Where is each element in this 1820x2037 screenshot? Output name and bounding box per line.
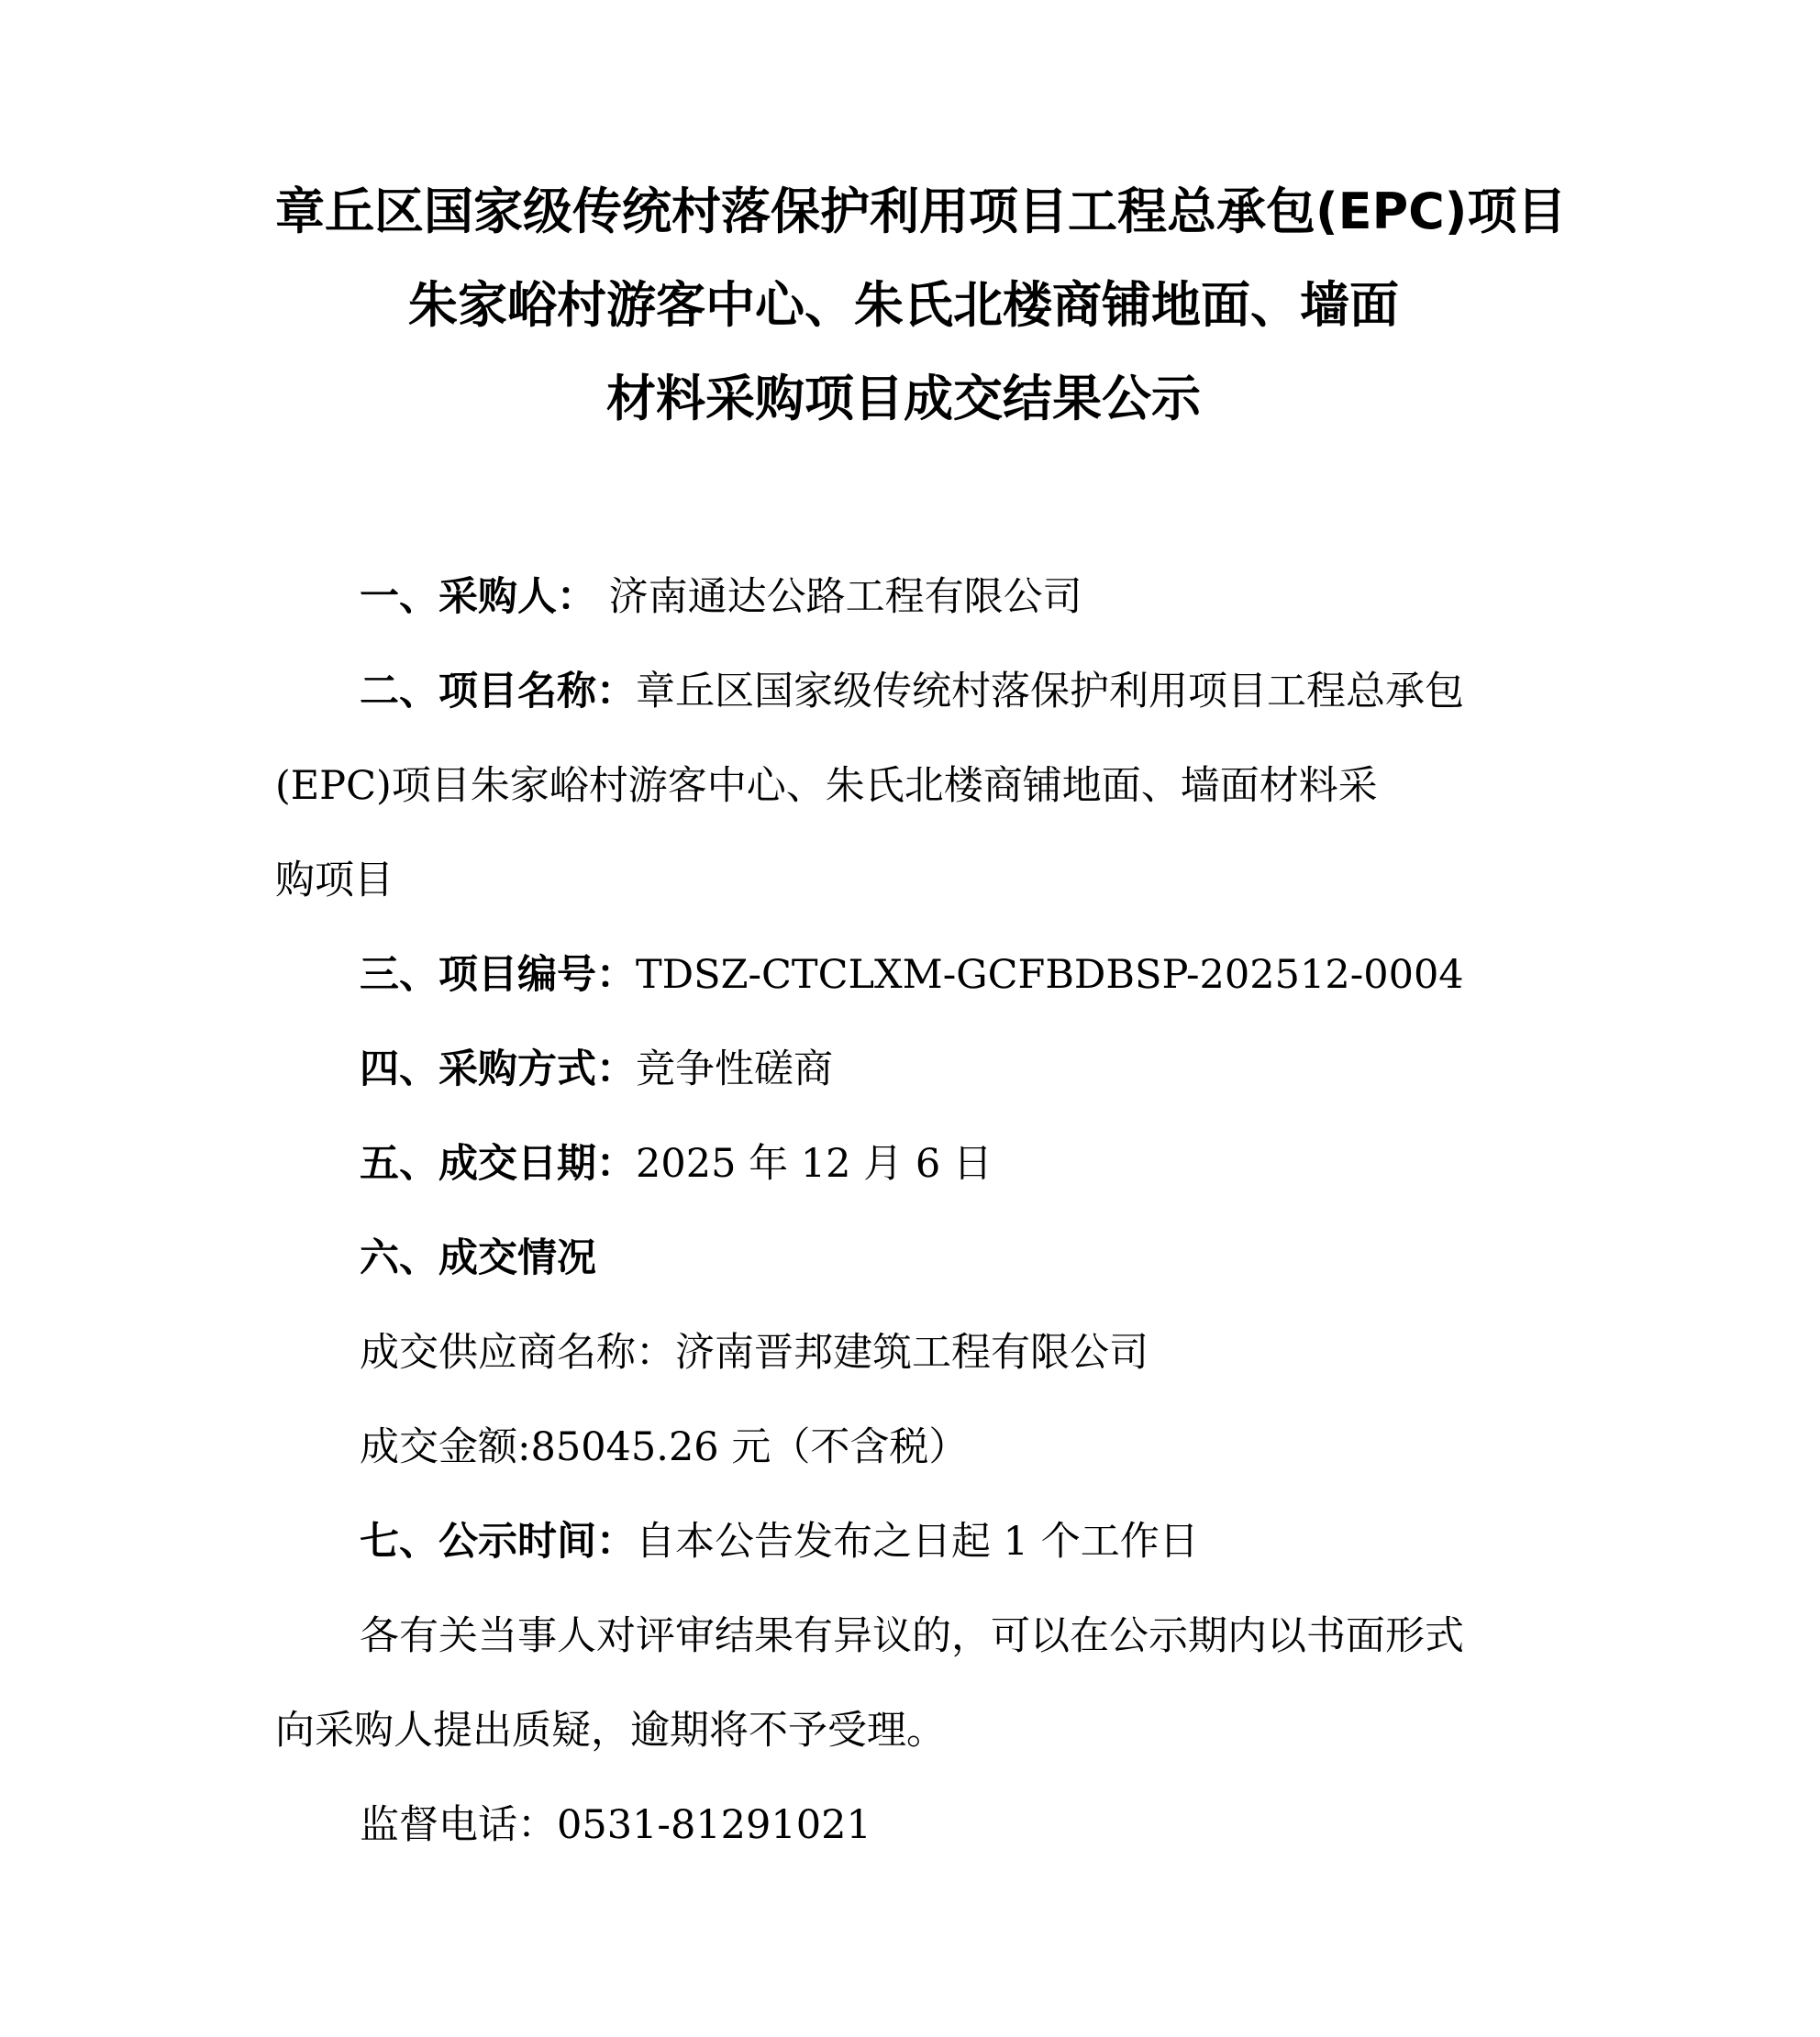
project-name-value-1: 章丘区国家级传统村落保护利用项目工程总承包 (636, 669, 1464, 714)
supervision-phone-row: 监督电话：0531-81291021 (360, 1802, 871, 1848)
document-title (275, 165, 1567, 446)
project-name-row (275, 645, 1532, 928)
title-line-3: 材料采购项目成交结果公示 (606, 370, 1201, 427)
project-number-label: 三、项目编号： (360, 952, 636, 998)
publicity-period-row (275, 1495, 1532, 1589)
project-name-value-2: (EPC)项目朱家峪村游客中心、朱氏北楼商铺地面、墙面材料采 (275, 763, 1378, 809)
title-line-1: 章丘区国家级传统村落保护利用项目工程总承包(EPC)项目 (275, 183, 1567, 240)
supplier-row: 成交供应商名称：济南晋邦建筑工程有限公司 (360, 1330, 1149, 1376)
deal-status-label: 六、成交情况 (360, 1235, 596, 1281)
title-line-2: 朱家峪村游客中心、朱氏北楼商铺地面、墙面 (408, 276, 1399, 334)
amount-row: 成交金额:85045.26 元（不含税） (360, 1424, 969, 1470)
purchaser-label: 一、采购人： (360, 574, 596, 620)
publicity-period-label: 七、公示时间： (360, 1519, 636, 1565)
objection-line-2: 向采购人提出质疑，逾期将不予受理。 (275, 1708, 946, 1754)
project-name-line-1 (275, 645, 1532, 739)
procurement-method-value: 竞争性磋商 (636, 1046, 833, 1092)
document-body (275, 550, 1532, 1873)
deal-status-row (275, 1212, 1532, 1306)
procurement-method-row (275, 1023, 1532, 1117)
procurement-method-label: 四、采购方式： (360, 1046, 636, 1092)
project-name-label: 二、项目名称： (360, 669, 636, 714)
objection-paragraph (275, 1589, 1532, 1778)
project-name-value-3: 购项目 (275, 858, 394, 903)
publicity-period-value: 自本公告发布之日起 1 个工作日 (636, 1519, 1199, 1565)
deal-date-label: 五、成交日期： (360, 1141, 636, 1187)
purchaser-value: 济南通达公路工程有限公司 (596, 574, 1082, 620)
objection-line-1: 各有关当事人对评审结果有异议的，可以在公示期内以书面形式 (360, 1613, 1464, 1659)
deal-date-row (275, 1117, 1532, 1212)
purchaser-row (275, 550, 1532, 645)
project-number-value: TDSZ-CTCLXM-GCFBDBSP-202512-0004 (636, 952, 1464, 998)
deal-date-value: 2025 年 12 月 6 日 (636, 1141, 993, 1187)
project-number-row (275, 928, 1532, 1023)
